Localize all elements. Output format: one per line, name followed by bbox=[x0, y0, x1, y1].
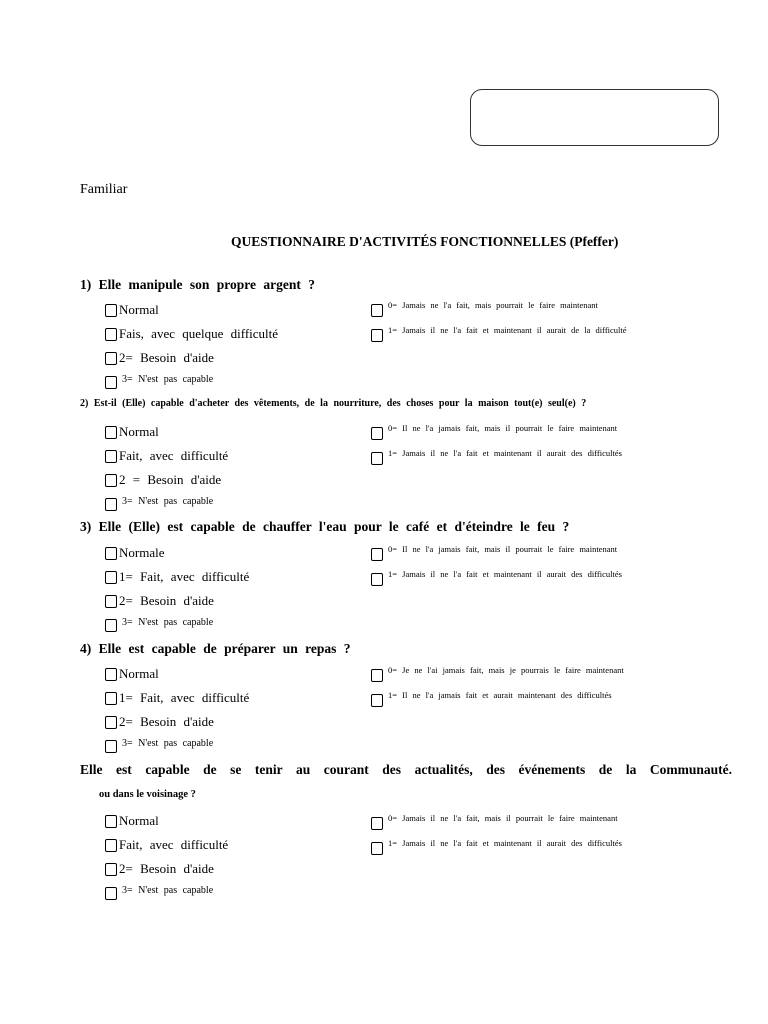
q3-option-never-difficult[interactable]: 1= Jamais il ne l'a fait et maintenant il aurait des difficultés bbox=[371, 571, 622, 586]
q2-option-never-difficult[interactable]: 1= Jamais il ne l'a fait et maintenant il aurait des difficultés bbox=[371, 450, 622, 465]
q4-option-help[interactable]: 2= Besoin d'aide bbox=[105, 714, 214, 730]
checkbox[interactable] bbox=[105, 450, 117, 463]
page-title: QUESTIONNAIRE D'ACTIVITÉS FONCTIONNELLES (Pfeffer) bbox=[231, 234, 619, 249]
q1-option-difficulty[interactable]: Fais, avec quelque difficulté bbox=[105, 326, 278, 342]
family-label: Familiar bbox=[80, 182, 128, 197]
checkbox[interactable] bbox=[105, 474, 117, 487]
checkbox[interactable] bbox=[105, 376, 117, 389]
checkbox[interactable] bbox=[371, 842, 383, 855]
q2-option-normal[interactable]: Normal bbox=[105, 424, 159, 440]
q4-option-not-capable[interactable]: 3= N'est pas capable bbox=[105, 738, 213, 753]
checkbox[interactable] bbox=[105, 668, 117, 681]
q3-option-never-could[interactable]: 0= Il ne l'a jamais fait, mais il pourrait le faire maintenant bbox=[371, 546, 617, 561]
q2-option-difficulty[interactable]: Fait, avec difficulté bbox=[105, 448, 228, 464]
checkbox[interactable] bbox=[105, 426, 117, 439]
question-3: 3) Elle (Elle) est capable de chauffer l'eau pour le café et d'éteindre le feu ? bbox=[80, 519, 570, 534]
checkbox[interactable] bbox=[371, 573, 383, 586]
q5-option-normal[interactable]: Normal bbox=[105, 813, 159, 829]
q4-option-never-difficult[interactable]: 1= Il ne l'a jamais fait et aurait maintenant des difficultés bbox=[371, 692, 612, 707]
q5-option-never-could[interactable]: 0= Jamais il ne l'a fait, mais il pourrait le faire maintenant bbox=[371, 815, 618, 830]
checkbox[interactable] bbox=[105, 595, 117, 608]
question-5-subtext: ou dans le voisinage ? bbox=[99, 789, 196, 800]
q4-option-never-could[interactable]: 0= Je ne l'ai jamais fait, mais je pourrais le faire maintenant bbox=[371, 667, 624, 682]
checkbox[interactable] bbox=[105, 716, 117, 729]
checkbox[interactable] bbox=[371, 548, 383, 561]
q1-option-help[interactable]: 2= Besoin d'aide bbox=[105, 350, 214, 366]
q2-option-not-capable[interactable]: 3= N'est pas capable bbox=[105, 496, 213, 511]
q3-option-difficulty[interactable]: 1= Fait, avec difficulté bbox=[105, 569, 249, 585]
checkbox[interactable] bbox=[105, 571, 117, 584]
checkbox[interactable] bbox=[371, 817, 383, 830]
checkbox[interactable] bbox=[371, 329, 383, 342]
q4-option-normal[interactable]: Normal bbox=[105, 666, 159, 682]
checkbox[interactable] bbox=[371, 452, 383, 465]
question-2: 2) Est-il (Elle) capable d'acheter des vêtements, de la nourriture, des choses pour la maison tout(e) seul(e) ? bbox=[80, 398, 587, 409]
question-1: 1) Elle manipule son propre argent ? bbox=[80, 277, 316, 292]
checkbox[interactable] bbox=[105, 839, 117, 852]
checkbox[interactable] bbox=[105, 304, 117, 317]
checkbox[interactable] bbox=[371, 694, 383, 707]
q1-option-normal[interactable]: Normal bbox=[105, 302, 159, 318]
checkbox[interactable] bbox=[105, 692, 117, 705]
question-4: 4) Elle est capable de préparer un repas ? bbox=[80, 641, 351, 656]
checkbox[interactable] bbox=[105, 352, 117, 365]
id-box[interactable] bbox=[470, 89, 719, 146]
q5-option-never-difficult[interactable]: 1= Jamais il ne l'a fait et maintenant il aurait des difficultés bbox=[371, 840, 622, 855]
question-5: Elle est capable de se tenir au courant des actualités, des événements de la Communauté. bbox=[80, 762, 732, 777]
checkbox[interactable] bbox=[105, 863, 117, 876]
checkbox[interactable] bbox=[105, 740, 117, 753]
q5-option-difficulty[interactable]: Fait, avec difficulté bbox=[105, 837, 228, 853]
q2-option-never-could[interactable]: 0= Il ne l'a jamais fait, mais il pourrait le faire maintenant bbox=[371, 425, 617, 440]
checkbox[interactable] bbox=[105, 887, 117, 900]
checkbox[interactable] bbox=[105, 547, 117, 560]
checkbox[interactable] bbox=[105, 498, 117, 511]
checkbox[interactable] bbox=[371, 669, 383, 682]
q3-option-help[interactable]: 2= Besoin d'aide bbox=[105, 593, 214, 609]
q3-option-not-capable[interactable]: 3= N'est pas capable bbox=[105, 617, 213, 632]
q3-option-normal[interactable]: Normale bbox=[105, 545, 164, 561]
q1-option-not-capable[interactable]: 3= N'est pas capable bbox=[105, 374, 213, 389]
q2-option-help[interactable]: 2 = Besoin d'aide bbox=[105, 472, 221, 488]
q1-option-never-could[interactable]: 0= Jamais ne l'a fait, mais pourrait le faire maintenant bbox=[371, 302, 598, 317]
q5-option-help[interactable]: 2= Besoin d'aide bbox=[105, 861, 214, 877]
checkbox[interactable] bbox=[105, 619, 117, 632]
checkbox[interactable] bbox=[105, 815, 117, 828]
checkbox[interactable] bbox=[105, 328, 117, 341]
checkbox[interactable] bbox=[371, 304, 383, 317]
checkbox[interactable] bbox=[371, 427, 383, 440]
q1-option-never-difficult[interactable]: 1= Jamais il ne l'a fait et maintenant il aurait de la difficulté bbox=[371, 327, 627, 342]
q4-option-difficulty[interactable]: 1= Fait, avec difficulté bbox=[105, 690, 249, 706]
q5-option-not-capable[interactable]: 3= N'est pas capable bbox=[105, 885, 213, 900]
